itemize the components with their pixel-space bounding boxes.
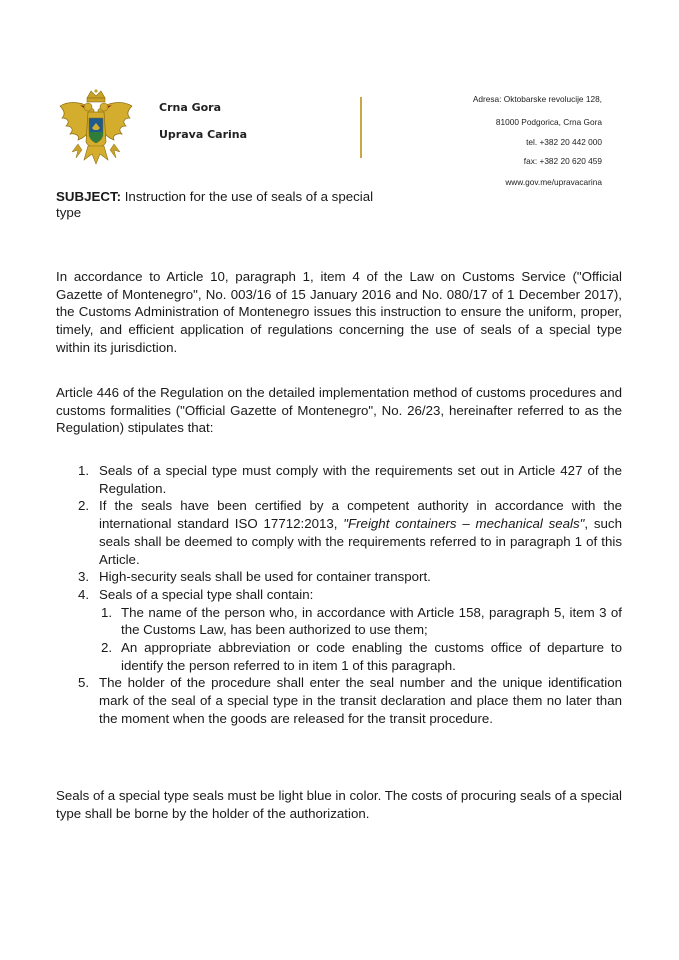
article-paragraph: Article 446 of the Regulation on the detailed implementation method of customs procedures and customs formalities ("Official Gazette of Montenegro", No. 26/23, hereinafter referred to as the Regulation) stipulates that: — [56, 385, 622, 436]
list-item-number: 5. — [78, 675, 90, 691]
list-item-text: Seals of a special type must comply with the requirements set out in Article 427 of the Regulation. — [99, 463, 622, 496]
sub-list-item-text: An appropriate abbreviation or code enabling the customs office of departure to identify the person referred to in item 1 of this paragraph. — [121, 640, 622, 673]
list-item — [56, 497, 622, 568]
intro-paragraph: In accordance to Article 10, paragraph 1, item 4 of the Law on Customs Service ("Official Gazette of Montenegro", No. 003/16 of 15 January 2016 and No. 080/17 of 1 December 2017), the Customs Administration of Montenegro issues this instruction to ensure the uniform, proper, timely, and efficient application of regulations concerning the use of seals of a special type within its jurisdiction. — [56, 269, 622, 355]
sub-list-item-number: 1. — [101, 604, 113, 620]
sub-list-item-number: 2. — [101, 640, 113, 656]
sub-list-item — [56, 639, 622, 674]
subject-line — [56, 189, 376, 221]
list-item-number: 2. — [78, 498, 90, 514]
list-item-number: 4. — [78, 586, 90, 602]
requirements-list — [56, 462, 622, 728]
list-item — [56, 462, 622, 497]
subject-text: Instruction for the use of seals of a special type — [56, 189, 374, 220]
address-line-website: www.gov.me/upravacarina — [505, 177, 602, 187]
list-item-text: If the seals have been certified by a competent authority in accordance with the international standard ISO 17712:2013, — [99, 498, 622, 532]
coat-of-arms-emblem — [56, 88, 136, 174]
list-item-text: High-security seals shall be used for container transport. — [99, 569, 431, 585]
address-line-fax: fax: +382 20 620 459 — [523, 156, 602, 166]
list-item-number: 1. — [78, 463, 90, 478]
list-item — [56, 586, 622, 604]
list-item — [56, 674, 622, 727]
address-line-city: 81000 Podgorica, Crna Gora — [495, 117, 602, 127]
subject-label: SUBJECT: — [56, 189, 122, 204]
closing-paragraph: Seals of a special type seals must be light blue in color. The costs of procuring seals of a special type shall be borne by the holder of the authorization. — [56, 788, 622, 821]
org-country: Crna Gora — [159, 101, 222, 114]
list-item-text-continued: , such seals shall be deemed to comply with the requirements referred to in paragraph 1 of this Article. — [99, 516, 622, 567]
list-item-text: Seals of a special type shall contain: — [99, 586, 314, 602]
address-line-phone: tel. +382 20 442 000 — [526, 137, 602, 147]
list-item — [56, 568, 622, 586]
standard-title-italic: "Freight containers – mechanical seals" — [343, 516, 585, 532]
list-item-number: 3. — [78, 569, 90, 585]
header-divider — [360, 97, 362, 158]
org-name: Uprava Carina — [159, 128, 248, 141]
address-line-street: Adresa: Oktobarske revolucije 128, — [472, 94, 602, 104]
list-item-text: The holder of the procedure shall enter the seal number and the unique identification mark of the seal of a special type in the transit declaration and place them no later than the moment when the goods are released for the transit procedure. — [99, 675, 622, 726]
sub-list-item — [56, 604, 622, 639]
sub-list-item-text: The name of the person who, in accordance with Article 158, paragraph 5, item 3 of the Customs Law, has been authorized to use them; — [121, 604, 622, 638]
